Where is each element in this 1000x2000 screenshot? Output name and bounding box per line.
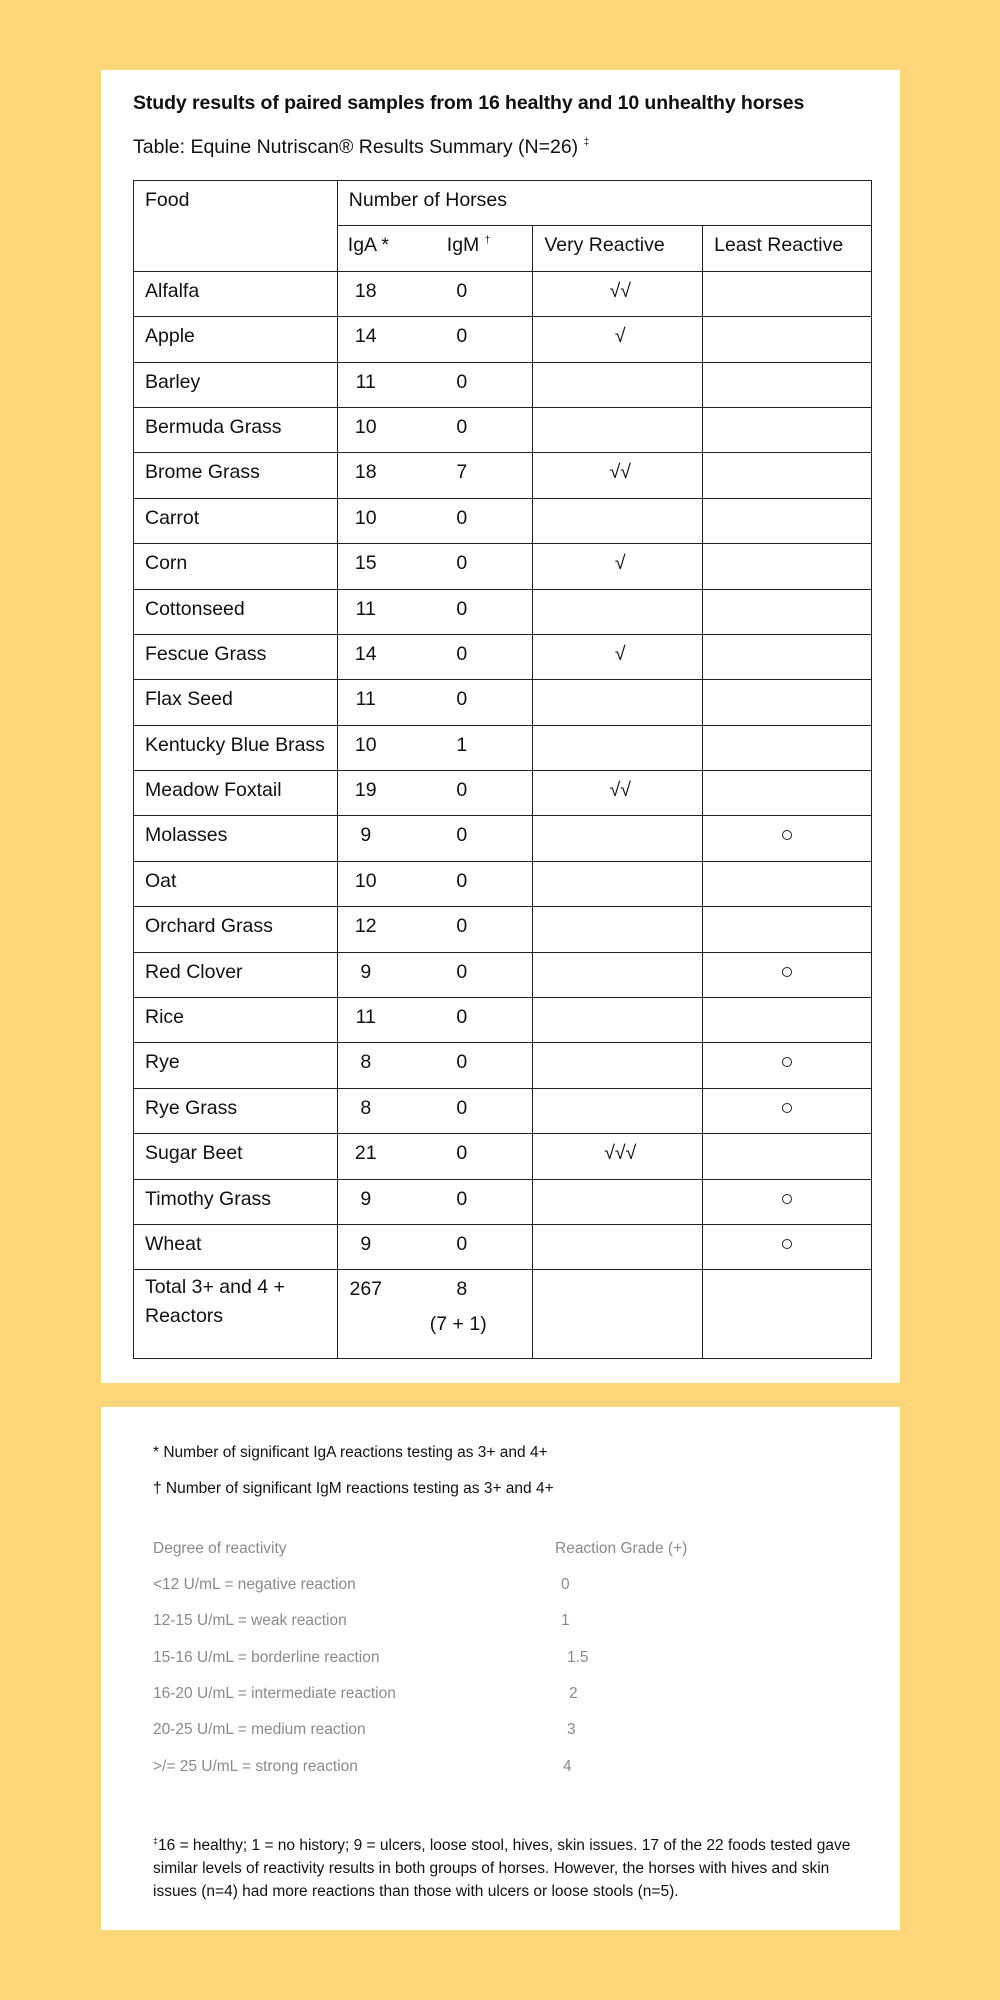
- least-reactive-cell: [703, 589, 872, 634]
- table-row: [134, 407, 872, 452]
- header-igm-mark: †: [484, 235, 491, 247]
- food-cell: Apple: [134, 317, 338, 362]
- total-least-reactive-cell: [703, 1270, 872, 1359]
- reactivity-header-grade: Reaction Grade (+): [555, 1540, 688, 1557]
- iga-count: 10: [354, 869, 377, 892]
- igm-count: 0: [456, 415, 468, 438]
- least-reactive-cell: [703, 907, 872, 952]
- food-cell: Orchard Grass: [134, 907, 338, 952]
- very-reactive-cell: [533, 725, 703, 770]
- table-row: [134, 861, 872, 906]
- counts-cell: [337, 407, 533, 452]
- iga-note: * Number of significant IgA reactions testing as 3+ and 4+: [153, 1444, 548, 1461]
- footnote-mark: ‡: [153, 1836, 159, 1846]
- least-reactive-cell: [703, 861, 872, 906]
- table-header-row: [134, 181, 872, 226]
- table-row: [134, 362, 872, 407]
- least-reactive-cell: [703, 362, 872, 407]
- reaction-grade: 2: [569, 1684, 578, 1702]
- food-cell: Sugar Beet: [134, 1134, 338, 1179]
- counts-cell: [337, 317, 533, 362]
- reaction-grade: 4: [563, 1757, 572, 1775]
- iga-count: 12: [354, 915, 377, 938]
- check-mark: √: [614, 642, 626, 665]
- reactivity-degree: <12 U/mL = negative reaction: [153, 1576, 356, 1593]
- counts-cell: [337, 544, 533, 589]
- food-cell: Oat: [134, 861, 338, 906]
- table-row: [134, 498, 872, 543]
- table-row: [134, 725, 872, 770]
- reaction-grade: 3: [567, 1721, 576, 1739]
- table-row: [134, 1224, 872, 1269]
- igm-count: 0: [456, 1051, 468, 1074]
- iga-count: 10: [354, 733, 377, 756]
- iga-count: 18: [354, 279, 377, 302]
- food-cell: Kentucky Blue Brass: [134, 725, 338, 770]
- table-caption: [133, 136, 589, 159]
- counts-cell: [337, 453, 533, 498]
- header-very-reactive: Very Reactive: [533, 226, 703, 271]
- food-cell: Corn: [134, 544, 338, 589]
- iga-count: 11: [355, 370, 376, 393]
- least-reactive-cell: [703, 498, 872, 543]
- results-table: [133, 180, 872, 1359]
- counts-cell: [337, 589, 533, 634]
- igm-count: 0: [456, 325, 468, 348]
- table-row: [134, 1179, 872, 1224]
- igm-count: 0: [456, 1232, 468, 1255]
- counts-cell: [337, 816, 533, 861]
- iga-count: 15: [354, 552, 377, 575]
- counts-cell: [337, 1134, 533, 1179]
- very-reactive-cell: [533, 589, 703, 634]
- circle-icon: [782, 1103, 792, 1113]
- header-number-of-horses: Number of Horses: [337, 181, 871, 226]
- reactivity-degree: 12-15 U/mL = weak reaction: [153, 1612, 347, 1630]
- circle-icon: [782, 1194, 792, 1204]
- legend-panel: [101, 1407, 900, 1930]
- total-label-line2: Reactors: [145, 1305, 224, 1328]
- table-row: [134, 952, 872, 997]
- iga-count: 19: [354, 779, 377, 802]
- igm-count: 0: [456, 1142, 468, 1165]
- iga-count: 10: [354, 415, 377, 438]
- total-very-reactive-cell: [533, 1270, 703, 1359]
- reaction-grade: 0: [561, 1576, 570, 1593]
- food-cell: Fescue Grass: [134, 634, 338, 679]
- header-iga-igm: [337, 226, 533, 271]
- counts-cell: [337, 362, 533, 407]
- least-reactive-cell: [703, 634, 872, 679]
- total-igm: 8: [456, 1278, 468, 1301]
- reaction-grade: 1: [561, 1612, 570, 1630]
- very-reactive-cell: [533, 544, 703, 589]
- counts-cell: [337, 680, 533, 725]
- header-least-reactive: Least Reactive: [703, 226, 872, 271]
- very-reactive-cell: [533, 680, 703, 725]
- igm-count: 0: [456, 279, 468, 302]
- counts-cell: [337, 271, 533, 316]
- food-cell: Bermuda Grass: [134, 407, 338, 452]
- page-title: Study results of paired samples from 16 healthy and 10 unhealthy horses: [133, 92, 805, 114]
- iga-count: 9: [360, 1232, 372, 1255]
- caption-mark: ‡: [583, 137, 590, 148]
- table-row: [134, 771, 872, 816]
- food-cell: Red Clover: [134, 952, 338, 997]
- iga-count: 9: [360, 1187, 372, 1210]
- table-row: [134, 271, 872, 316]
- total-iga: 267: [349, 1278, 383, 1301]
- circle-icon: [782, 1239, 792, 1249]
- reactivity-degree: 16-20 U/mL = intermediate reaction: [153, 1684, 396, 1702]
- reaction-grade: 1.5: [567, 1648, 589, 1666]
- counts-cell: [337, 1179, 533, 1224]
- footnote-text: 16 = healthy; 1 = no history; 9 = ulcers, loose stool, hives, skin issues. 17 of the 22 foods tested gave similar levels of reactivity results in both groups of horses. However, the horses with hives and skin issues (n=4) had more reactions than those with ulcers or loose stools (n=5).: [153, 1837, 851, 1900]
- circle-icon: [782, 1057, 792, 1067]
- iga-count: 11: [355, 597, 376, 620]
- iga-count: 14: [354, 325, 377, 348]
- iga-count: 8: [360, 1096, 372, 1119]
- iga-count: 21: [354, 1142, 377, 1165]
- caption-text: Table: Equine Nutriscan® Results Summary (N=26): [133, 136, 579, 158]
- very-reactive-cell: [533, 453, 703, 498]
- header-food: Food: [134, 181, 338, 272]
- igm-count: 0: [456, 642, 468, 665]
- igm-count: 1: [456, 733, 468, 756]
- iga-count: 9: [360, 824, 372, 847]
- igm-count: 0: [456, 1006, 468, 1029]
- very-reactive-cell: [533, 907, 703, 952]
- igm-count: 0: [456, 506, 468, 529]
- counts-cell: [337, 771, 533, 816]
- iga-count: 18: [354, 461, 377, 484]
- table-row: [134, 1134, 872, 1179]
- food-cell: Flax Seed: [134, 680, 338, 725]
- least-reactive-cell: [703, 1134, 872, 1179]
- table-row: [134, 1043, 872, 1088]
- very-reactive-cell: [533, 861, 703, 906]
- food-cell: Rice: [134, 998, 338, 1043]
- counts-cell: [337, 1043, 533, 1088]
- table-row: [134, 544, 872, 589]
- very-reactive-cell: [533, 407, 703, 452]
- least-reactive-cell: [703, 680, 872, 725]
- iga-count: 9: [360, 960, 372, 983]
- check-mark: √√: [609, 279, 631, 302]
- least-reactive-cell: [703, 725, 872, 770]
- very-reactive-cell: [533, 1134, 703, 1179]
- food-cell: Alfalfa: [134, 271, 338, 316]
- least-reactive-cell: [703, 407, 872, 452]
- table-row: [134, 317, 872, 362]
- check-mark: √: [614, 552, 626, 575]
- counts-cell: [337, 907, 533, 952]
- igm-count: 0: [456, 960, 468, 983]
- least-reactive-cell: [703, 453, 872, 498]
- food-cell: Brome Grass: [134, 453, 338, 498]
- table-row: [134, 589, 872, 634]
- igm-count: 0: [456, 597, 468, 620]
- iga-count: 10: [354, 506, 377, 529]
- table-row: [134, 816, 872, 861]
- food-cell: Molasses: [134, 816, 338, 861]
- header-igm-label: IgM: [446, 234, 480, 257]
- reactivity-header-degree: Degree of reactivity: [153, 1540, 287, 1557]
- total-label-line1: Total 3+ and 4 +: [145, 1276, 285, 1299]
- food-cell: Rye: [134, 1043, 338, 1088]
- very-reactive-cell: [533, 998, 703, 1043]
- igm-count: 0: [456, 688, 468, 711]
- header-iga: IgA *: [347, 234, 389, 257]
- counts-cell: [337, 1088, 533, 1133]
- circle-icon: [782, 830, 792, 840]
- reactivity-degree: >/= 25 U/mL = strong reaction: [153, 1757, 358, 1775]
- igm-note: † Number of significant IgM reactions testing as 3+ and 4+: [153, 1480, 554, 1497]
- food-cell: Meadow Foxtail: [134, 771, 338, 816]
- counts-cell: [337, 634, 533, 679]
- least-reactive-cell: [703, 271, 872, 316]
- header-igm: [447, 234, 491, 257]
- least-reactive-cell: [703, 1224, 872, 1269]
- least-reactive-cell: [703, 1088, 872, 1133]
- counts-cell: [337, 498, 533, 543]
- counts-cell: [337, 1224, 533, 1269]
- least-reactive-cell: [703, 998, 872, 1043]
- food-cell: Carrot: [134, 498, 338, 543]
- least-reactive-cell: [703, 771, 872, 816]
- check-mark: √√: [609, 461, 631, 484]
- very-reactive-cell: [533, 1088, 703, 1133]
- very-reactive-cell: [533, 317, 703, 362]
- very-reactive-cell: [533, 1043, 703, 1088]
- food-cell: Wheat: [134, 1224, 338, 1269]
- igm-count: 0: [456, 1187, 468, 1210]
- least-reactive-cell: [703, 816, 872, 861]
- very-reactive-cell: [533, 498, 703, 543]
- food-cell: Cottonseed: [134, 589, 338, 634]
- counts-cell: [337, 861, 533, 906]
- circle-icon: [782, 967, 792, 977]
- table-row: [134, 998, 872, 1043]
- total-igm-breakdown: (7 + 1): [429, 1313, 487, 1336]
- very-reactive-cell: [533, 362, 703, 407]
- very-reactive-cell: [533, 634, 703, 679]
- check-mark: √√√: [604, 1142, 637, 1165]
- total-row: [134, 1270, 872, 1359]
- least-reactive-cell: [703, 317, 872, 362]
- results-panel: [101, 70, 900, 1383]
- least-reactive-cell: [703, 1043, 872, 1088]
- least-reactive-cell: [703, 1179, 872, 1224]
- footnote: [153, 1830, 873, 1903]
- igm-count: 0: [456, 869, 468, 892]
- iga-count: 8: [360, 1051, 372, 1074]
- igm-count: 0: [456, 1096, 468, 1119]
- reactivity-degree: 20-25 U/mL = medium reaction: [153, 1721, 366, 1739]
- very-reactive-cell: [533, 271, 703, 316]
- food-cell: Rye Grass: [134, 1088, 338, 1133]
- counts-cell: [337, 725, 533, 770]
- table-row: [134, 680, 872, 725]
- counts-cell: [337, 952, 533, 997]
- iga-count: 11: [355, 1006, 376, 1029]
- very-reactive-cell: [533, 816, 703, 861]
- very-reactive-cell: [533, 1224, 703, 1269]
- very-reactive-cell: [533, 1179, 703, 1224]
- igm-count: 0: [456, 779, 468, 802]
- table-row: [134, 1088, 872, 1133]
- table-row: [134, 453, 872, 498]
- igm-count: 0: [456, 552, 468, 575]
- table-row: [134, 634, 872, 679]
- iga-count: 11: [355, 688, 376, 711]
- igm-count: 0: [456, 370, 468, 393]
- very-reactive-cell: [533, 952, 703, 997]
- table-row: [134, 907, 872, 952]
- very-reactive-cell: [533, 771, 703, 816]
- iga-count: 14: [354, 642, 377, 665]
- counts-cell: [337, 998, 533, 1043]
- least-reactive-cell: [703, 544, 872, 589]
- food-cell: Barley: [134, 362, 338, 407]
- igm-count: 0: [456, 824, 468, 847]
- food-cell: Timothy Grass: [134, 1179, 338, 1224]
- igm-count: 7: [456, 461, 468, 484]
- reactivity-degree: 15-16 U/mL = borderline reaction: [153, 1648, 380, 1666]
- least-reactive-cell: [703, 952, 872, 997]
- check-mark: √: [614, 325, 626, 348]
- check-mark: √√: [609, 779, 631, 802]
- total-label-cell: [134, 1270, 338, 1359]
- total-counts-cell: [337, 1270, 533, 1359]
- igm-count: 0: [456, 915, 468, 938]
